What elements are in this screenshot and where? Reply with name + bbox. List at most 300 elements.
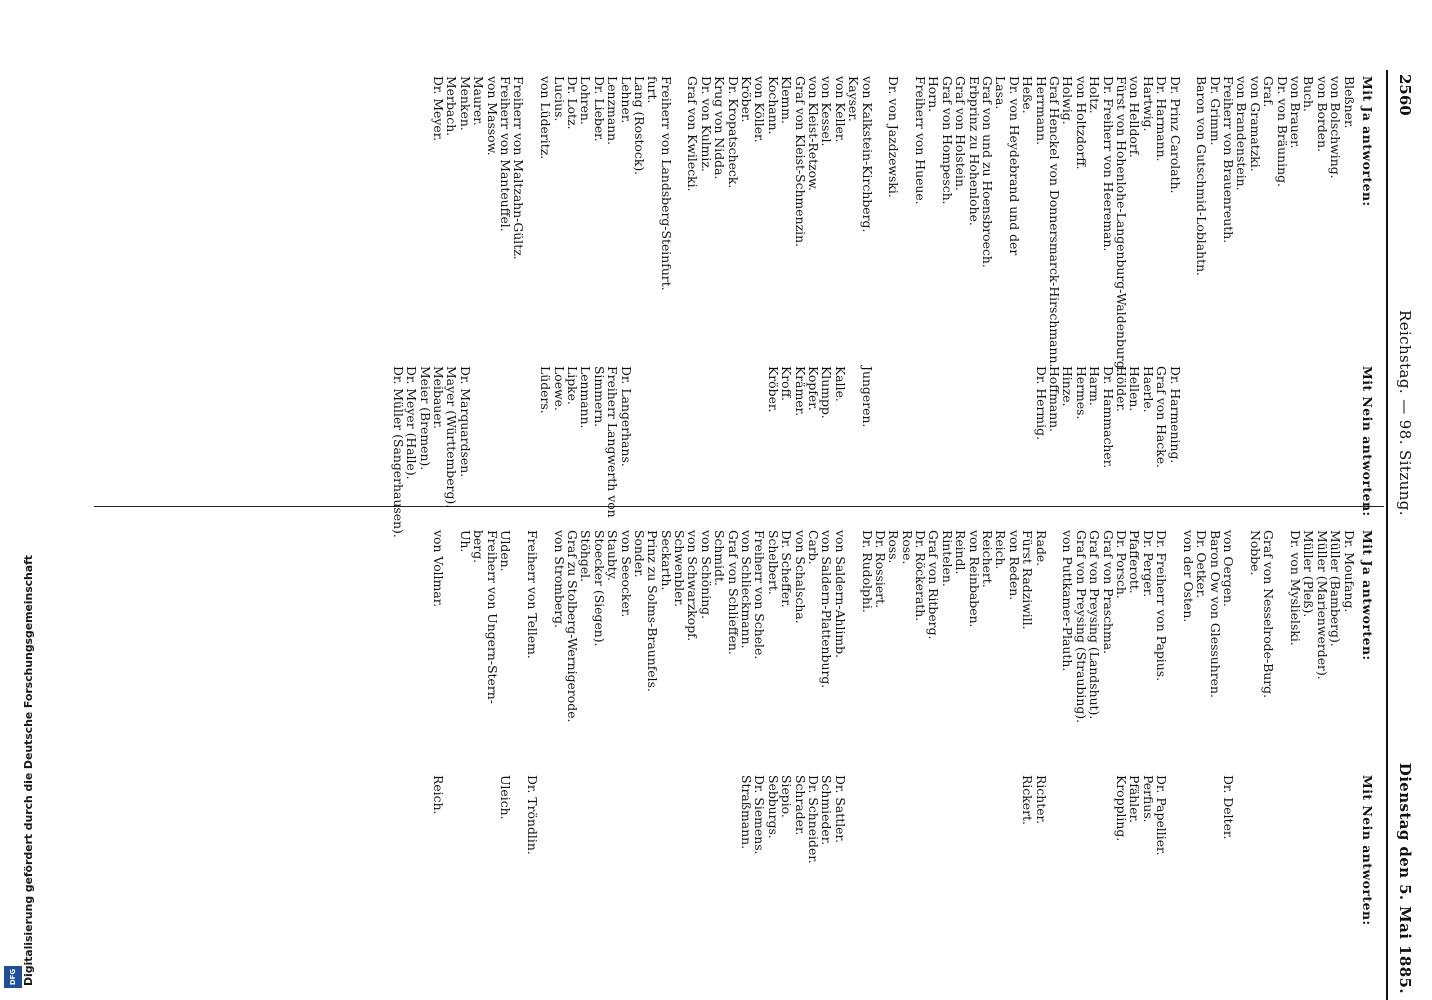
member-name — [994, 775, 1007, 1000]
member-name: Carb. — [805, 530, 821, 565]
member-name: Freiherr von Schele. — [752, 530, 768, 660]
member-name: Freiherr von Hueue. — [913, 76, 929, 205]
member-name: Dr. Papellier. — [1154, 775, 1170, 856]
member-name — [967, 366, 980, 516]
member-name — [699, 366, 712, 516]
member-name — [1262, 775, 1275, 1000]
member-name: Dr. Rudolphi. — [859, 530, 875, 613]
member-name — [1101, 775, 1114, 1000]
name-group — [860, 775, 1047, 1000]
member-name — [1342, 366, 1355, 516]
member-name: Baron Ow von Glessuhren. — [1207, 530, 1223, 698]
member-name — [1329, 775, 1342, 1000]
member-name: Lucius. — [551, 76, 567, 122]
member-name — [1074, 775, 1087, 1000]
member-name — [1088, 775, 1101, 1000]
member-name: von Kessel. — [819, 76, 835, 147]
member-name: von Reinbaben. — [966, 530, 982, 628]
member-name — [967, 775, 980, 1000]
member-name: von Saldern-Ahlimb. — [832, 530, 848, 659]
member-name — [1302, 775, 1315, 1000]
vote-heading: Mit Ja antworten: — [1360, 76, 1375, 207]
name-group — [887, 76, 900, 376]
name-group — [766, 366, 846, 516]
member-name: Graf von Schlieffen. — [725, 530, 741, 655]
name-group — [432, 775, 445, 1000]
member-name: Reich. — [431, 775, 447, 815]
member-name: Meier (Bremen). — [417, 366, 433, 471]
member-name: Dr. Hermig. — [1033, 366, 1049, 441]
name-group — [646, 366, 753, 516]
member-name: Dr. von Bräuning. — [1274, 76, 1290, 187]
member-name: Dr. Lotz. — [564, 76, 580, 130]
member-name — [673, 775, 686, 1000]
member-name: Meibauer. — [431, 366, 447, 430]
member-name: von Helldorf. — [1127, 76, 1143, 158]
member-name: Dr. Siemens. — [752, 775, 768, 855]
member-name: Graf von Holstein. — [953, 76, 969, 191]
member-name: Hellen. — [1127, 366, 1143, 412]
member-name: Holtz. — [1087, 76, 1103, 114]
vote-heading: Mit Nein antworten: — [1360, 366, 1375, 517]
member-name: Schrader. — [792, 775, 808, 836]
member-name — [1262, 366, 1275, 516]
member-name: Fürst Radziwill. — [1020, 530, 1036, 630]
member-name: Dr. Scheffer. — [779, 530, 795, 608]
name-group — [686, 76, 873, 376]
member-name: Dr. Langerhans. — [618, 366, 634, 467]
member-name: Krug von Nidda. — [712, 76, 728, 180]
member-name: Schelbert. — [765, 530, 781, 595]
name-group — [1061, 775, 1168, 1000]
member-name: Schmieder. — [819, 775, 835, 846]
member-name: Lehner. — [618, 76, 634, 124]
member-name — [458, 775, 471, 1000]
member-name: Hoffmann. — [1047, 366, 1063, 433]
member-name: Graf von und zu Hoensbroech. — [980, 76, 996, 268]
name-group — [432, 76, 526, 376]
member-name: Dr. Tröndlin. — [524, 775, 540, 855]
member-name: von Saldern-Plattenburg. — [819, 530, 835, 689]
header-rule — [1386, 70, 1388, 1000]
member-name: Freiherr von Maltzahn-Gültz. — [511, 76, 527, 260]
vote-column-yes-right — [418, 530, 1374, 780]
member-name: von Vollmar. — [431, 530, 447, 608]
member-name: Haerle. — [1140, 366, 1156, 413]
digitization-credit: Digitalisierung gefördert durch die Deutsche Forschungsgemeinschaft — [22, 555, 35, 986]
session-date: Dienstag den 5. Mai 1885. — [1396, 762, 1414, 994]
member-name: Lipke. — [564, 366, 580, 405]
member-name: von Köller. — [752, 76, 768, 143]
member-name: Lenzmann. — [605, 76, 621, 146]
member-name: Herrmann. — [1033, 76, 1049, 146]
member-name — [860, 775, 873, 1000]
member-name — [1302, 366, 1315, 516]
member-name: Straßmann. — [739, 775, 755, 850]
member-name — [887, 775, 900, 1000]
member-name: Seckarth. — [658, 530, 674, 591]
member-name: Lohren. — [578, 76, 594, 125]
name-group — [485, 366, 525, 516]
member-name — [1007, 775, 1020, 1000]
member-name: Prinz zu Solms-Braunfels. — [645, 530, 661, 692]
member-name: Hartwig. — [1140, 76, 1156, 132]
member-name: Dr. Lieber. — [591, 76, 607, 142]
vote-column-no-left — [378, 366, 1375, 538]
member-name: von Massow. — [484, 76, 500, 156]
member-name — [485, 366, 498, 516]
member-name: Dr. Meyer. — [431, 76, 447, 142]
member-name — [699, 775, 712, 1000]
member-name: Fürst von Hohenlohe-Langenburg-Waldenburg. — [1113, 76, 1129, 373]
member-name: Dr. Sattler. — [832, 775, 848, 844]
member-name — [1195, 366, 1208, 516]
member-name: Sebburgs. — [765, 775, 781, 839]
member-name: Hölder. — [1113, 366, 1129, 412]
member-name — [485, 775, 498, 1000]
member-name — [499, 366, 512, 516]
member-name — [713, 775, 726, 1000]
member-name: Richter. — [1033, 775, 1049, 825]
member-name: Horn. — [926, 76, 942, 113]
member-name: Graf von Preysing (Landshut). — [1087, 530, 1103, 720]
member-name — [1289, 366, 1302, 516]
member-name: Nobbe. — [1247, 530, 1263, 576]
member-name: furt. — [645, 76, 661, 104]
member-name: Loewe. — [551, 366, 567, 411]
member-name: von Stromberg. — [551, 530, 567, 629]
member-name: Graf Henckel von Donnersmarck-Hirschmann. — [1047, 76, 1063, 368]
member-name: von Reden. — [1006, 530, 1022, 601]
member-name: Hermes. — [1073, 366, 1089, 420]
member-name: Dr. Rossiert. — [872, 530, 888, 609]
dfg-logo-text: DFG — [9, 968, 17, 986]
name-group — [1034, 366, 1181, 516]
member-name: von der Osten. — [1180, 530, 1196, 623]
member-name: Bleßner. — [1341, 76, 1357, 129]
member-name: von Seeocker. — [618, 530, 634, 618]
member-name: berg. — [471, 530, 487, 564]
member-name — [686, 366, 699, 516]
member-name — [941, 366, 954, 516]
member-name: Stoecker (Siegen). — [591, 530, 607, 647]
name-group — [914, 76, 1182, 376]
member-name: von Brauer. — [1288, 76, 1304, 149]
member-name: Stöhgel. — [578, 530, 594, 583]
member-name: Dr. Grimm. — [1207, 76, 1223, 146]
member-name: Pfähler. — [1127, 775, 1143, 824]
name-group — [1248, 530, 1275, 780]
page-number: 2560 — [1396, 74, 1414, 116]
member-name: Dr. von Myslielski. — [1288, 530, 1304, 646]
name-group — [539, 366, 633, 516]
name-group — [539, 76, 673, 376]
name-group — [1195, 366, 1374, 516]
member-name — [954, 775, 967, 1000]
vote-column-no-right — [418, 775, 1374, 1000]
member-name: Rintelen. — [939, 530, 955, 587]
member-name: Klemm. — [779, 76, 795, 124]
member-name — [887, 366, 900, 516]
member-name: Reindl. — [953, 530, 969, 575]
member-name: Dr. Perger. — [1140, 530, 1156, 598]
member-name — [1007, 366, 1020, 516]
member-name — [659, 366, 672, 516]
vote-heading: Mit Nein antworten: — [1360, 775, 1375, 926]
member-name: Dr. Marquardsen. — [457, 366, 473, 478]
member-name: Lasa. — [993, 76, 1009, 110]
member-name: Klumpp. — [819, 366, 835, 419]
member-name — [673, 366, 686, 516]
member-name: Graf von Nesselrode-Burg. — [1261, 530, 1277, 699]
member-name: Dr. Delter. — [1221, 775, 1237, 840]
member-name — [994, 366, 1007, 516]
member-name: Graf zu Stolberg-Wernigerode. — [564, 530, 580, 723]
member-name: von Kalkstein-Kirchberg. — [859, 76, 875, 233]
member-name: Kalle. — [832, 366, 848, 402]
name-group — [1195, 76, 1374, 376]
member-name: von Borden. — [1314, 76, 1330, 153]
member-name — [1248, 775, 1261, 1000]
member-name: Dr. Schneider. — [805, 775, 821, 864]
member-name: Dr. von Heydebrand und der — [1006, 76, 1022, 256]
name-group — [860, 366, 873, 516]
member-name: Dr. Prinz Carolath. — [1167, 76, 1183, 194]
member-name — [552, 775, 565, 1000]
member-name: von Kleist-Retzow. — [805, 76, 821, 192]
member-name — [1275, 366, 1288, 516]
member-name — [646, 366, 659, 516]
member-name — [1182, 775, 1195, 1000]
name-group — [887, 366, 1021, 516]
member-name — [914, 366, 927, 516]
member-name: Jungeren. — [859, 366, 875, 428]
member-name: Rose. — [899, 530, 915, 565]
member-name: Dr. Hammacher. — [1100, 366, 1116, 469]
vote-column-yes-left — [418, 76, 1374, 376]
member-name: Dr. Harmann. — [1154, 76, 1170, 162]
member-name — [900, 775, 913, 1000]
member-name: Kroppling. — [1113, 775, 1129, 842]
member-name: von Oergen. — [1221, 530, 1237, 607]
name-group — [552, 530, 847, 780]
member-name: Hinze. — [1060, 366, 1076, 407]
member-name: Graf von Hacke. — [1154, 366, 1170, 469]
member-name: Rickert. — [1020, 775, 1036, 825]
name-group — [1289, 775, 1374, 1000]
session-title: Reichstag. — 98. Sitzung. — [1396, 310, 1414, 516]
member-name: von Keller. — [832, 76, 848, 143]
member-name: Graf von Kwilecki. — [685, 76, 701, 192]
member-name: Kroff. — [779, 366, 795, 401]
member-name — [726, 775, 739, 1000]
member-name: Kröber. — [739, 76, 755, 123]
member-name: Müller (Marienwerder). — [1314, 530, 1330, 680]
member-name: von Lüderitz. — [538, 76, 554, 160]
member-name: Perfius. — [1140, 775, 1156, 823]
member-name: von Gramatzki. — [1247, 76, 1263, 172]
member-name — [1061, 775, 1074, 1000]
member-name — [874, 775, 887, 1000]
member-name — [566, 775, 579, 1000]
member-name: Dr. Kropatscheck. — [725, 76, 741, 189]
member-name: Schmidt. — [712, 530, 728, 586]
member-name — [646, 775, 659, 1000]
name-group — [1248, 775, 1275, 1000]
member-name — [941, 775, 954, 1000]
member-name: Freiherr Langwerth von — [605, 366, 621, 518]
member-name: Baron von Gutschmid-Loblahtn. — [1194, 76, 1210, 276]
member-name: Krämer. — [792, 366, 808, 417]
member-name: Kochann. — [765, 76, 781, 135]
dfg-logo-icon — [4, 966, 22, 988]
member-name: Heße. — [1020, 76, 1036, 114]
member-name — [1195, 775, 1208, 1000]
member-name: Holwig. — [1060, 76, 1076, 125]
member-name: Graf von Hompesch. — [939, 76, 955, 205]
member-name — [1235, 366, 1248, 516]
member-name: Ulden. — [498, 530, 513, 572]
member-name — [592, 775, 605, 1000]
name-group — [860, 530, 1047, 780]
member-name: Menken. — [457, 76, 473, 131]
member-name — [927, 775, 940, 1000]
member-name — [726, 366, 739, 516]
member-name: Reich. — [993, 530, 1009, 570]
member-name: Staubty. — [605, 530, 621, 582]
member-name — [713, 366, 726, 516]
member-name — [1248, 366, 1261, 516]
member-name — [1208, 366, 1221, 516]
member-name: Dr. Oetker. — [1194, 530, 1210, 599]
member-name — [686, 775, 699, 1000]
member-name: Freiherr von Brauenreuth. — [1221, 76, 1237, 244]
member-name — [1222, 366, 1235, 516]
member-name: Dr. Röckerath. — [913, 530, 929, 622]
member-name: von Schlieckmann. — [739, 530, 755, 649]
member-name — [633, 775, 646, 1000]
member-name: Dr. von Jazdzewski. — [886, 76, 902, 198]
name-group — [525, 530, 538, 780]
member-name — [900, 366, 913, 516]
member-name: Lüders. — [538, 366, 554, 414]
member-name: Dr. Freiherr von Heereman. — [1100, 76, 1116, 252]
member-name: von Brandenstein. — [1234, 76, 1250, 191]
member-name — [606, 775, 619, 1000]
member-name: Ross. — [886, 530, 902, 564]
member-name: Dr. Müller (Sangerhausen). — [390, 366, 406, 538]
member-name: Kröber. — [765, 366, 781, 413]
member-name: Graf. — [1261, 76, 1277, 108]
member-name — [914, 775, 927, 1000]
member-name: von Schöning. — [698, 530, 714, 620]
member-name: Lang (Rostock). — [631, 76, 647, 176]
member-name — [981, 775, 994, 1000]
member-name: Sonder. — [631, 530, 647, 578]
member-name: von Schwarzkopf. — [685, 530, 701, 642]
member-name: Freiherr von Landsberg-Steinfurt. — [658, 76, 674, 291]
member-name: von Holtzdorff. — [1073, 76, 1089, 170]
member-name: Müller (Pleß). — [1301, 530, 1317, 618]
member-name: Graf von Praschma. — [1100, 530, 1116, 655]
member-name: Rade. — [1033, 530, 1049, 567]
member-name: Dr. Moufang. — [1341, 530, 1357, 613]
name-group — [1182, 775, 1236, 1000]
member-name: Dr. von Kulmiz. — [698, 76, 714, 172]
name-group — [525, 775, 538, 1000]
member-name — [1342, 775, 1355, 1000]
name-group — [458, 775, 512, 1000]
member-name: Freiherr von Ungern-Stern- — [484, 530, 500, 704]
member-name — [659, 775, 672, 1000]
name-group — [1061, 530, 1168, 780]
member-name: Harm. — [1087, 366, 1103, 406]
member-name: Lenmann. — [578, 366, 594, 429]
member-name: Simmern. — [591, 366, 607, 428]
member-name: Siepio. — [779, 775, 795, 818]
member-name: Dr. Porsch. — [1113, 530, 1129, 599]
member-name: Buch. — [1301, 76, 1317, 112]
member-name: Dr. Meyer (Halle). — [404, 366, 420, 480]
rotated-page — [114, 70, 1414, 1000]
footer-strip — [0, 0, 35, 1000]
name-group — [1182, 530, 1236, 780]
member-name: Maurer. — [471, 76, 487, 126]
member-name: Mayer (Württemberg). — [444, 366, 460, 509]
member-name: Graf von Ritberg. — [926, 530, 942, 640]
member-name — [740, 366, 753, 516]
member-name: Dr. Harmening. — [1167, 366, 1183, 464]
member-name — [927, 366, 940, 516]
member-name: Dr. Freiherr von Papius. — [1154, 530, 1170, 682]
name-group — [1289, 530, 1374, 780]
name-group — [390, 366, 473, 538]
member-name: Müller (Bamberg). — [1328, 530, 1344, 647]
member-name: von Bolschwing. — [1328, 76, 1344, 179]
member-name — [619, 775, 632, 1000]
member-name: Freiherr von Tellem. — [524, 530, 540, 659]
member-name — [512, 366, 525, 516]
member-name: von Schalscha. — [792, 530, 808, 624]
member-name — [1289, 775, 1302, 1000]
member-name: Reichert. — [980, 530, 996, 588]
member-name: Kopfer. — [805, 366, 821, 411]
member-name: Kayser. — [846, 76, 862, 122]
member-name: von Puttkamer-Plauth. — [1060, 530, 1076, 672]
member-name: Freiherr von Manteuffel. — [498, 76, 513, 232]
member-name — [579, 775, 592, 1000]
member-name: Uleich. — [498, 775, 513, 820]
name-group — [458, 530, 512, 780]
member-name: Graf von Kleist-Schmenzin. — [792, 76, 808, 248]
name-group — [552, 775, 847, 1000]
member-name — [1315, 775, 1328, 1000]
member-name — [1315, 366, 1328, 516]
member-name — [1208, 775, 1221, 1000]
member-name: Uh. — [457, 530, 473, 553]
member-name — [472, 775, 485, 1000]
member-name: Schwenbler. — [672, 530, 688, 608]
name-group — [432, 530, 445, 780]
member-name: Erbprinz zu Hohenlohe. — [966, 76, 982, 226]
member-name — [954, 366, 967, 516]
member-name: Graf von Preysing (Straubing). — [1073, 530, 1089, 724]
member-name: Merbach. — [444, 76, 460, 137]
vote-heading: Mit Ja antworten: — [1360, 530, 1375, 661]
member-name — [1329, 366, 1342, 516]
member-name — [981, 366, 994, 516]
member-name: Pfafferott. — [1127, 530, 1143, 594]
